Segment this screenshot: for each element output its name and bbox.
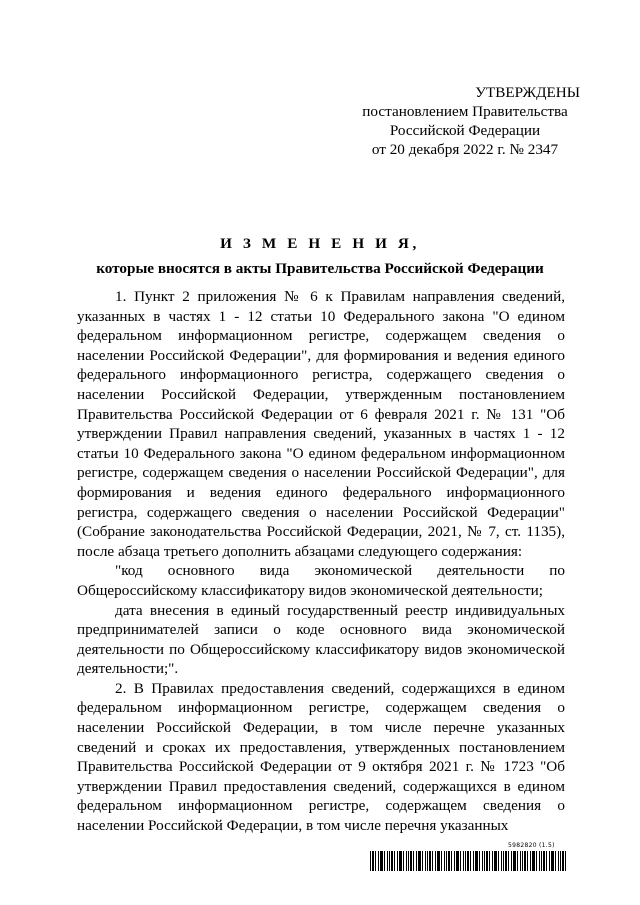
approval-line-1: постановлением Правительства (362, 103, 568, 120)
document-stamp-number: 5982820 (1.5) (508, 842, 555, 849)
barcode-icon (370, 851, 568, 871)
paragraph-3: дата внесения в единый государственный реестр индивидуальных предпринимателей записи о коде основного вида экономической деятельности по Общероссийскому классификатору видов экономической деятельности;". (77, 601, 565, 678)
approval-line-3: от 20 декабря 2022 г. № 2347 (371, 141, 559, 158)
paragraph-2: "код основного вида экономической деятельности по Общероссийскому классификатору видов экономической деятельности; (77, 562, 565, 599)
paragraph-4: 2. В Правилах предоставления сведений, содержащихся в едином федеральном информационном регистре, содержащем сведения о населении Российской Федерации, в том числе перечне указанных сведений и сроках их предоставления, утвержденных постановлением Правительства Российской Федерации от 9 октября 2021 г. № 1723 "Об утверждении Правил предоставления сведений, содержащихся в едином федеральном информационном регистре, содержащем сведения о населении Российской Федерации, в том числе перечня указанных (77, 679, 565, 835)
approval-line-2: Российской Федерации (389, 122, 541, 139)
approval-heading: УТВЕРЖДЕНЫ (475, 84, 580, 101)
approval-block (330, 83, 600, 159)
document-title: И З М Е Н Е Н И Я, (220, 235, 420, 252)
document-body (77, 287, 565, 836)
document-subtitle: которые вносятся в акты Правительства Российской Федерации (96, 260, 544, 277)
paragraph-1: 1. Пункт 2 приложения № 6 к Правилам направления сведений, указанных в частях 1 - 12 статьи 10 Федерального закона "О едином федеральном информационном регистре, содержащем сведения о населении Российской Федерации", для формирования и ведения единого федерального информационного регистра, содержащего сведения о населении Российской Федерации, утвержденным постановлением Правительства Российской Федерации от 6 февраля 2021 г. № 131 "Об утверждении Правил направления сведений, указанных в частях 1 - 12 статьи 10 Федерального закона "О едином федеральном информационном регистре, содержащем сведения о населении Российской Федерации", для формирования и ведения единого федерального информационного регистра, содержащего сведения о населении Российской Федерации" (Собрание законодательства Российской Федерации, 2021, № 7, ст. 1135), после абзаца третьего дополнить абзацами следующего содержания: (77, 288, 565, 560)
